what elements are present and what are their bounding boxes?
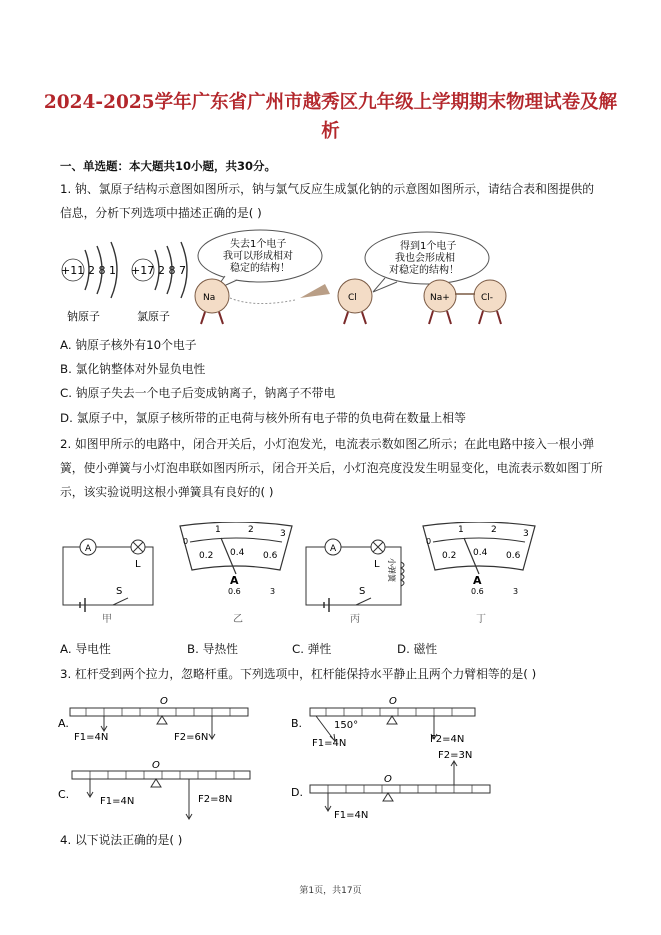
- q1-stem: 1. 钠、氯原子结构示意图如图所示，钠与氯气反应生成氯化钠的示意图如图所示，请结合表和图提供的信息，分析下列选项中描述正确的是( ): [60, 182, 595, 220]
- q1-option-b: B. 氯化钠整体对外显负电性: [60, 362, 206, 376]
- q2-option-d: D. 磁性: [397, 642, 438, 656]
- sodium-atom-diagram: [61, 242, 117, 323]
- bubble2-line1: 得到1个电子: [400, 241, 457, 252]
- lever-c-f1: F1=4N: [100, 796, 135, 807]
- bing-ammeter-label: A: [330, 544, 337, 554]
- q2-circuit-figure: [58, 522, 608, 630]
- lever-a-label: A.: [58, 717, 69, 730]
- yi-scale-06: 0.6: [263, 551, 278, 561]
- yi-zero: 0: [183, 537, 189, 546]
- q1-option-a: A. 钠原子核外有10个电子: [60, 338, 197, 352]
- jia-switch-label: S: [116, 586, 123, 597]
- figure-label-bing: 丙: [350, 614, 360, 625]
- q2-option-b: B. 导热性: [187, 642, 238, 656]
- yi-scale-04: 0.4: [230, 548, 245, 558]
- lever-b-angle: 150°: [334, 720, 359, 731]
- ding-terminal-3: 3: [513, 587, 519, 596]
- electron-net: [300, 284, 330, 298]
- q2-option-c: C. 弹性: [292, 642, 332, 656]
- bubble2-line2: 我也会形成相: [395, 253, 455, 264]
- ding-scale-02: 0.2: [442, 551, 457, 561]
- bing-lamp-label: L: [374, 559, 380, 570]
- lever-b-label: B.: [291, 717, 303, 730]
- lever-c-label: C.: [58, 788, 70, 801]
- yi-terminal-06: 0.6: [228, 587, 241, 596]
- bing-switch-label: S: [359, 586, 366, 597]
- na-atom-caption: 钠原子: [67, 310, 100, 323]
- section-heading: 一、单选题：本大题共10小题，共30分。: [60, 159, 277, 173]
- q1-option-d: D. 氯原子中，氯原子核所带的正电荷与核外所有电子带的负电荷在数量上相等: [60, 411, 466, 425]
- speech-bubble-cl: [365, 232, 489, 292]
- yi-scale-02: 0.2: [199, 551, 214, 561]
- figure-label-ding: 丁: [476, 614, 486, 625]
- lever-a-f1: F1=4N: [74, 732, 109, 743]
- lever-diagram-d: [310, 761, 490, 811]
- spring-label: 小弹簧: [387, 558, 396, 582]
- q2-option-a: A. 导电性: [60, 642, 111, 656]
- lever-d-f2: F2=3N: [438, 750, 473, 761]
- ding-scale-04: 0.4: [473, 548, 488, 558]
- ding-scale-1: 1: [458, 525, 464, 535]
- na-shells-label: 2 8 1: [88, 264, 116, 277]
- jia-lamp-label: L: [135, 559, 141, 570]
- cl-shells-label: 2 8 7: [158, 264, 186, 277]
- figure-label-yi: 乙: [233, 614, 243, 625]
- document-title: 2024-2025学年广东省广州市越秀区九年级上学期期末物理试卷及解析: [43, 92, 618, 142]
- cl-atom-caption: 氯原子: [137, 310, 170, 323]
- cl-cartoon: [338, 279, 372, 324]
- ding-zero: 0: [426, 537, 432, 546]
- lever-a-pivot: O: [160, 696, 168, 707]
- na-nucleus-label: +11: [61, 264, 85, 277]
- na-cartoon-label: Na: [203, 293, 216, 303]
- cl-cartoon-label: Cl: [348, 293, 357, 303]
- lever-c-f2: F2=8N: [198, 794, 233, 805]
- page-footer: 第1页，共17页: [299, 886, 362, 896]
- bubble1-line3: 稳定的结构！: [230, 263, 290, 274]
- ding-terminal-06: 0.6: [471, 587, 484, 596]
- electron-path: [230, 298, 295, 304]
- bubble2-line3: 对稳定的结构！: [389, 265, 459, 276]
- lever-b-f1: F1=4N: [312, 738, 347, 749]
- q3-lever-figure: [58, 690, 558, 820]
- yi-unit: A: [230, 574, 239, 587]
- yi-terminal-3: 3: [270, 587, 276, 596]
- yi-scale-2: 2: [248, 525, 254, 535]
- lever-d-pivot: O: [384, 774, 392, 785]
- yi-scale-1: 1: [215, 525, 221, 535]
- lever-b-f2: F2=4N: [430, 734, 465, 745]
- cl-nucleus-label: +17: [131, 264, 155, 277]
- q4-stem: 4. 以下说法正确的是( ): [60, 833, 183, 847]
- yi-scale-3: 3: [280, 529, 286, 539]
- circuit-jia: [63, 539, 153, 612]
- lever-d-label: D.: [291, 786, 303, 799]
- q3-stem: 3. 杠杆受到两个拉力，忽略杆重。下列选项中，杠杆能保持水平静止且两个力臂相等的是( ): [60, 667, 537, 681]
- ding-unit: A: [473, 574, 482, 587]
- na-ion-label: Na+: [430, 293, 450, 303]
- bubble1-line1: 失去1个电子: [230, 239, 287, 250]
- na-cartoon: [195, 279, 229, 324]
- ion-pair-cartoon: [424, 280, 506, 324]
- q1-atom-figure: [55, 228, 525, 328]
- q2-stem: 2. 如图甲所示的电路中，闭合开关后，小灯泡发光，电流表示数如图乙所示；在此电路中接入一根小弹簧，使小弹簧与小灯泡串联如图丙所示，闭合开关后，小灯泡亮度没发生明显变化，电流表示数如图丁所示，该实验说明这根小弹簧具有良好的( ): [60, 437, 603, 499]
- q1-option-c: C. 钠原子失去一个电子后变成钠离子，钠离子不带电: [60, 386, 336, 400]
- ammeter-dial-yi: [180, 522, 292, 625]
- lever-b-pivot: O: [389, 696, 397, 707]
- jia-ammeter-label: A: [85, 544, 92, 554]
- chlorine-atom-diagram: [131, 242, 187, 323]
- lever-c-pivot: O: [152, 760, 160, 771]
- cl-ion-label: Cl-: [481, 293, 494, 303]
- lever-d-f1: F1=4N: [334, 810, 369, 820]
- ammeter-dial-ding: [423, 522, 535, 625]
- bubble1-line2: 我可以形成相对: [223, 251, 293, 262]
- ding-scale-3: 3: [523, 529, 529, 539]
- figure-label-jia: 甲: [102, 614, 112, 625]
- ding-scale-2: 2: [491, 525, 497, 535]
- ding-scale-06: 0.6: [506, 551, 521, 561]
- lever-a-f2: F2=6N: [174, 732, 209, 743]
